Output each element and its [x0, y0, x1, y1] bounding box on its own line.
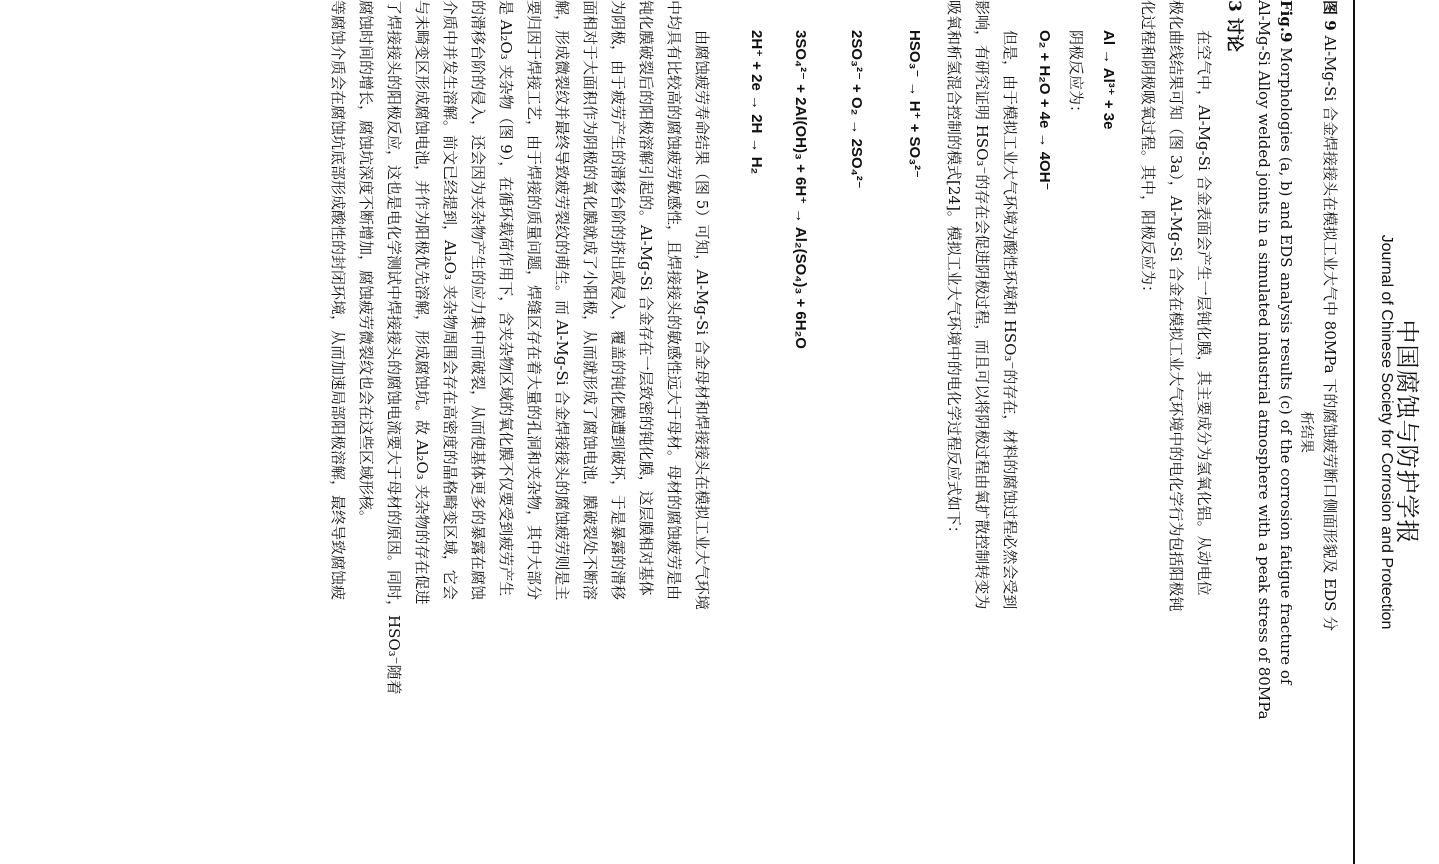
- paragraph-line: 但是，由于模拟工业大气环境为酸性环境和 HSO₃⁻的存在，材料的腐蚀过程必然会受到: [1001, 30, 1019, 610]
- paragraph-line: 极化曲线结果可知（图 3a），Al-Mg-Si 合金在模拟工业大气环境中的电化学行为包括阳极钝: [1167, 0, 1185, 612]
- paragraph-line: 了焊接接头的阳极反应，这也是电化学测试中焊接接头的腐蚀电流要大于母材的原因。同时，HSO₃⁻随着: [385, 0, 403, 695]
- paragraph-line: 由腐蚀疲劳寿命结果（图 5）可知，Al-Mg-Si 合金母材和焊接接头在模拟工业大气环境: [693, 30, 711, 610]
- paragraph-line: 等腐蚀介质会在腐蚀坑底部形成酸性的封闭环境，从而加速局部阳极溶解，最终导致腐蚀疲: [329, 0, 347, 601]
- figure-label: 图 9: [1321, 0, 1339, 31]
- header-rule: [1353, 0, 1355, 864]
- figure-caption-en: [1277, 0, 1295, 864]
- equation-anode: Al → Al³⁺ + 3e: [1100, 30, 1117, 130]
- paragraph-line: 在空气中，Al-Mg-Si 合金表面会产生一层钝化膜，其主要成分为氢氧化铝。从动电位: [1195, 30, 1213, 596]
- paragraph-line: 介质中并发生溶解。前文已经提到，Al₂O₃ 夹杂物周围会存在高密度的晶格畸变区域，它会: [441, 0, 459, 600]
- paragraph-line: 中均具有比较高的腐蚀疲劳敏感性，且焊接接头的敏感性远大于母材。母材的腐蚀疲劳是由: [665, 0, 683, 601]
- journal-title-en: Journal of Chinese Society for Corrosion and Protection: [1378, 234, 1395, 630]
- figure-caption-cn: [1321, 0, 1339, 864]
- paragraph-line: 钝化膜破裂后的阳极溶解引起的。Al-Mg-Si 合金存在一层致密的钝化膜，这层膜相对基体: [637, 0, 655, 596]
- equation-6: 2H⁺ + 2e → 2H → H₂: [748, 30, 765, 175]
- equation-3: HSO₃⁻ → H⁺ + SO₃²⁻: [906, 30, 923, 179]
- cathode-label: 阴极反应为：: [1067, 30, 1085, 121]
- section-title: 3 讨论: [1224, 0, 1244, 52]
- caption-en-line-2: Al-Mg-Si Alloy welded joints in a simulated industrial atmosphere with a peak stress of 80MPa: [1255, 0, 1273, 720]
- caption-en-line-1: Morphologies (a, b) and EDS analysis results (c) of the corrosion fatigue fracture of: [1277, 47, 1295, 685]
- journal-header: [1353, 0, 1439, 864]
- paragraph-line: 腐蚀时间的增长，腐蚀坑深度不断增加，腐蚀疲劳微裂纹也会在这些区域形核。: [357, 0, 375, 526]
- journal-title-cn: 中国腐蚀与防护学报: [1393, 319, 1421, 545]
- paragraph-line: 要归因于焊接工艺，由于焊接的质量问题，焊缝区存在着大量的孔洞和夹杂物，其中大部分: [525, 0, 543, 601]
- equation-cathode: O₂ + H₂O + 4e → 4OH⁻: [1036, 30, 1053, 191]
- paragraph-line: 吸氧和析氢混合控制的模式[24]。模拟工业大气环境中的电化学过程反应式如下：: [945, 0, 963, 541]
- paragraph-line: 与未畸变区形成腐蚀电池，并作为阳极优先溶解，形成腐蚀坑。故 Al₂O₃ 夹杂物的存在促进: [413, 0, 431, 605]
- equation-5: 3SO₄²⁻ + 2Al(OH)₃ + 6H⁺ → Al₂(SO₄)₃ + 6H₂O: [792, 30, 809, 349]
- paragraph-line: 是 Al₂O₃ 夹杂物（图 9），在循环载荷作用下，含夹杂物区域的氧化膜不仅要受到疲劳产生: [497, 0, 515, 597]
- paragraph-line: 化过程和阴极吸氧过程。其中，阳极反应为：: [1139, 0, 1157, 301]
- equation-4: 2SO₃²⁻ + O₂ → 2SO₄²⁻: [848, 30, 865, 189]
- figure-label-en: Fig.9: [1277, 0, 1295, 43]
- paragraph-line: 影响，有研究证明 HSO₃⁻的存在会促进阴极过程，而且可以将阴极过程由氧扩散控制转变为: [973, 0, 991, 610]
- paragraph-line: 面相对于大面积作为阴极的氧化膜就成了小阳极，从而就形成了腐蚀电池，膜破裂处不断溶: [581, 0, 599, 601]
- paragraph-line: 为阴极，由于疲劳产生的滑移台阶的挤出或侵入，覆盖的钝化膜遭到破坏，于是暴露的滑移: [609, 0, 627, 601]
- paragraph-line: 解，形成微裂纹并最终导致疲劳裂纹的萌生。而 Al-Mg-Si 合金焊接接头的腐蚀疲劳则是主: [553, 0, 571, 601]
- caption-cn-line-2: 析结果: [1298, 411, 1314, 453]
- caption-cn-line-1: Al-Mg-Si 合金焊接接头在模拟工业大气中 80MPa 下的腐蚀疲劳断口侧面形貌及 EDS 分: [1321, 35, 1339, 632]
- paragraph-line: 的滑移台阶的侵入，还会因为夹杂物产生的应力集中而破裂，从而使基体更多的暴露在腐蚀: [469, 0, 487, 601]
